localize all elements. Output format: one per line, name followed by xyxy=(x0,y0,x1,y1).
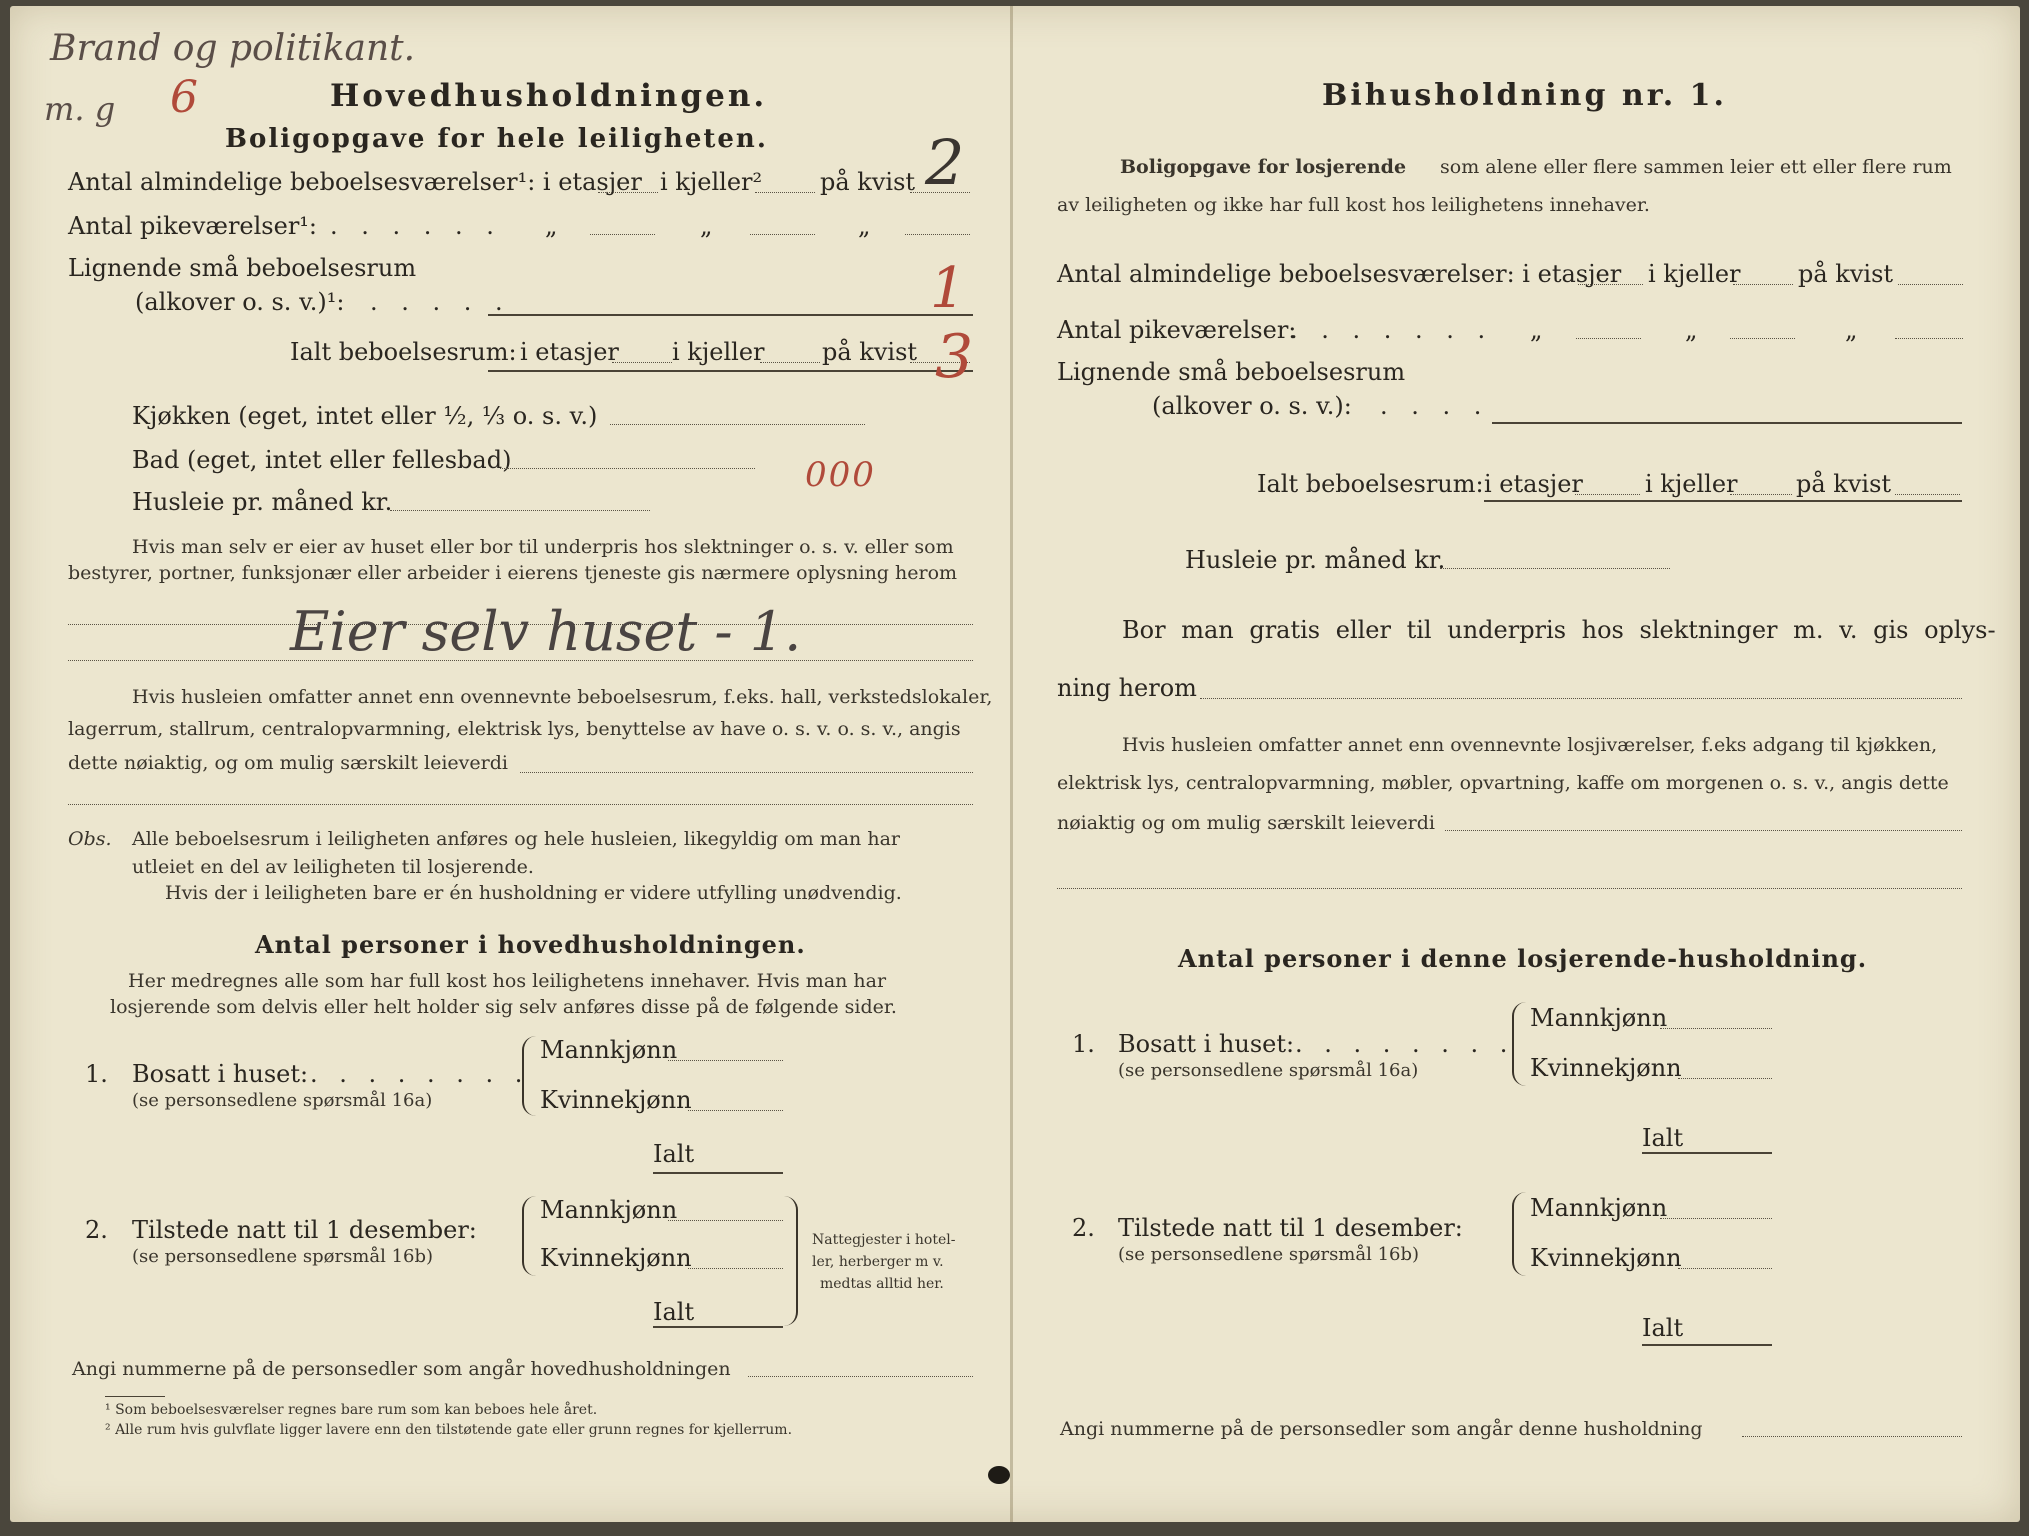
right-row2-quote-3: „ xyxy=(1845,316,1858,344)
row1-kvist: på kvist xyxy=(820,168,916,196)
right-omfatter-3: nøiaktig og om mulig særskilt leieverdi xyxy=(1057,812,1435,834)
left-q2-kvinne: Kvinnekjønn xyxy=(540,1244,692,1272)
right-row1-kvist: på kvist xyxy=(1798,260,1894,288)
right-persons-title: Antal personer i denne losjerende-husholdning. xyxy=(1178,944,1868,973)
left-q2-ialt-line[interactable] xyxy=(653,1326,783,1328)
right-omfatter-line-1[interactable] xyxy=(1445,830,1962,831)
row4-kvist: på kvist xyxy=(822,338,918,366)
right-row2-line-2[interactable] xyxy=(1730,338,1795,339)
left-q1-brace xyxy=(522,1036,538,1116)
obs-text-2: utleiet en del av leiligheten til losjerende. xyxy=(132,856,534,878)
right-q1-mann: Mannkjønn xyxy=(1530,1004,1668,1032)
right-row4-underline xyxy=(1484,500,1962,502)
right-row2-line-1[interactable] xyxy=(1576,338,1641,339)
footnote-rule xyxy=(105,1396,165,1397)
right-row4-kvist: på kvist xyxy=(1796,470,1892,498)
row3-dots: . . . . . xyxy=(370,288,511,316)
right-row4-etasjer-line[interactable] xyxy=(1575,494,1640,495)
left-q2-brace xyxy=(522,1196,538,1276)
bad-line[interactable] xyxy=(500,468,755,469)
right-q2-brace xyxy=(1512,1192,1528,1276)
right-omfatter-1: Hvis husleien omfatter annet enn ovennevnte losjiværelser, f.eks adgang til kjøkken, xyxy=(1122,734,1938,756)
row2-line-1[interactable] xyxy=(590,234,655,235)
right-row2-line-3[interactable] xyxy=(1895,338,1963,339)
row3-label2: (alkover o. s. v.)¹: xyxy=(135,288,345,316)
natt-note-3: medtas alltid her. xyxy=(820,1276,944,1292)
handwritten-alkover-count: 1 xyxy=(930,256,966,321)
left-angi: Angi nummerne på de personsedler som angår hovedhusholdningen xyxy=(72,1358,731,1380)
row1-kjeller-line[interactable] xyxy=(755,192,815,193)
right-gratis-1: Bor man gratis eller til underpris hos slektninger m. v. gis oplys- xyxy=(1122,616,1996,644)
handwritten-kvist-count: 2 xyxy=(925,126,965,199)
handwritten-total-count: 3 xyxy=(935,322,974,392)
left-q2-sub: (se personsedlene spørsmål 16b) xyxy=(132,1246,434,1267)
left-q1-kvinne-line[interactable] xyxy=(688,1110,783,1111)
right-intro-bold: Boligopgave for losjerende xyxy=(1120,156,1407,178)
right-row4-kjeller: i kjeller xyxy=(1645,470,1738,498)
handwritten-note: Brand og politikant. xyxy=(50,28,416,69)
right-q1-num: 1. xyxy=(1072,1030,1095,1058)
omfatter-text-1: Hvis husleien omfatter annet enn ovennevnte beboelsesrum, f.eks. hall, verkstedslokaler, xyxy=(132,686,993,708)
handwritten-rent: 000 xyxy=(805,455,876,495)
row4-etasjer: i etasjer xyxy=(520,338,619,366)
right-intro-2: av leiligheten og ikke har full kost hos leilighetens innehaver. xyxy=(1057,194,1650,216)
left-q1-dots: . . . . . . . . xyxy=(310,1060,530,1088)
left-angi-line[interactable] xyxy=(748,1376,973,1377)
left-q1-sub: (se personsedlene spørsmål 16a) xyxy=(132,1090,433,1111)
row4-kjeller: i kjeller xyxy=(672,338,765,366)
kjokken-label: Kjøkken (eget, intet eller ½, ⅓ o. s. v.) xyxy=(132,402,598,430)
left-q1-num: 1. xyxy=(85,1060,108,1088)
footnote-1: ¹ Som beboelsesværelser regnes bare rum som kan beboes hele året. xyxy=(105,1402,598,1418)
right-q2-kvinne: Kvinnekjønn xyxy=(1530,1244,1682,1272)
right-q1-kvinne: Kvinnekjønn xyxy=(1530,1054,1682,1082)
right-q2-num: 2. xyxy=(1072,1214,1095,1242)
left-q1-label: Bosatt i huset: xyxy=(132,1060,309,1088)
right-omfatter-2: elektrisk lys, centralopvarmning, møbler, opvartning, kaffe om morgenen o. s. v., angis dette xyxy=(1057,772,1949,794)
right-row1-kvist-line[interactable] xyxy=(1898,284,1963,285)
right-q1-label: Bosatt i huset: xyxy=(1118,1030,1295,1058)
right-row4-kjeller-line[interactable] xyxy=(1730,494,1792,495)
left-q1-ialt: Ialt xyxy=(653,1140,695,1168)
omfatter-line-2[interactable] xyxy=(68,804,973,805)
row2-line-3[interactable] xyxy=(905,234,970,235)
row2-label: Antal pikeværelser¹: xyxy=(68,212,317,240)
bad-label: Bad (eget, intet eller fellesbad) xyxy=(132,446,512,474)
right-q1-mann-line[interactable] xyxy=(1660,1028,1772,1029)
left-q1-ialt-line[interactable] xyxy=(653,1172,783,1174)
right-omfatter-line-2[interactable] xyxy=(1057,888,1962,889)
left-q1-mann-line[interactable] xyxy=(668,1060,783,1061)
left-title: Hovedhusholdningen. xyxy=(330,78,768,114)
left-q2-right-brace xyxy=(782,1196,798,1326)
left-q2-mann-line[interactable] xyxy=(668,1220,783,1221)
right-row2-quote-2: „ xyxy=(1685,316,1698,344)
right-row2-dots: . . . . . . . xyxy=(1290,316,1494,344)
right-row3-label1: Lignende små beboelsesrum xyxy=(1057,358,1406,386)
right-gratis-line[interactable] xyxy=(1200,698,1962,699)
left-subtitle: Boligopgave for hele leiligheten. xyxy=(225,124,768,154)
right-q2-ialt-line[interactable] xyxy=(1642,1344,1772,1346)
right-q1-dots: . . . . . . . . xyxy=(1295,1030,1515,1058)
left-q2-ialt: Ialt xyxy=(653,1298,695,1326)
row4-label: Ialt beboelsesrum: xyxy=(290,338,517,366)
obs-label: Obs. xyxy=(68,828,112,850)
row1-kjeller: i kjeller² xyxy=(660,168,763,196)
natt-note-1: Nattegjester i hotel- xyxy=(812,1232,956,1248)
right-husleie: Husleie pr. måned kr. xyxy=(1185,546,1446,574)
row4-etasjer-line[interactable] xyxy=(612,362,672,363)
right-row4-etasjer: i etasjer xyxy=(1484,470,1583,498)
handwritten-number: 6 xyxy=(170,72,198,123)
right-q2-ialt: Ialt xyxy=(1642,1314,1684,1342)
left-persons-text-2: losjerende som delvis eller helt holder sig selv anføres disse på de følgende sider. xyxy=(110,996,897,1018)
right-q1-kvinne-line[interactable] xyxy=(1678,1078,1772,1079)
obs-text-3: Hvis der i leiligheten bare er én husholdning er videre utfylling unødvendig. xyxy=(165,882,902,904)
right-row1-kjeller: i kjeller xyxy=(1648,260,1741,288)
right-row3-label2: (alkover o. s. v.): xyxy=(1152,392,1352,420)
right-angi: Angi nummerne på de personsedler som angår denne husholdning xyxy=(1060,1418,1703,1440)
handwritten-code: m. g xyxy=(44,90,116,128)
right-q2-sub: (se personsedlene spørsmål 16b) xyxy=(1118,1244,1420,1265)
right-row1-kjeller-line[interactable] xyxy=(1733,284,1793,285)
row3-label1: Lignende små beboelsesrum xyxy=(68,254,417,282)
left-persons-text-1: Her medregnes alle som har full kost hos leilighetens innehaver. Hvis man har xyxy=(128,970,887,992)
right-row4-kvist-line[interactable] xyxy=(1895,494,1960,495)
right-row4-label: Ialt beboelsesrum: xyxy=(1257,470,1484,498)
left-q2-kvinne-line[interactable] xyxy=(688,1268,783,1269)
right-row3-underline xyxy=(1492,422,1962,424)
right-q1-ialt: Ialt xyxy=(1642,1124,1684,1152)
eier-text-1: Hvis man selv er eier av huset eller bor til underpris hos slektninger o. s. v. eller som xyxy=(132,536,954,558)
right-intro-1: som alene eller flere sammen leier ett eller flere rum xyxy=(1440,156,1952,178)
row2-dots: . . . . . . xyxy=(330,212,502,240)
row4-underline xyxy=(488,370,973,372)
left-q2-num: 2. xyxy=(85,1216,108,1244)
footnote-2: ² Alle rum hvis gulvflate ligger lavere enn den tilstøtende gate eller grunn regnes for kjellerrum. xyxy=(105,1422,793,1438)
left-q1-kvinne: Kvinnekjønn xyxy=(540,1086,692,1114)
right-row3-dots: . . . . xyxy=(1380,392,1490,420)
center-fold xyxy=(1010,6,1013,1522)
right-row2-label: Antal pikeværelser: xyxy=(1057,316,1297,344)
left-q2-mann: Mannkjønn xyxy=(540,1196,678,1224)
right-q1-ialt-line[interactable] xyxy=(1642,1152,1772,1154)
omfatter-text-3: dette nøiaktig, og om mulig særskilt leieverdi xyxy=(68,752,508,774)
omfatter-text-2: lagerrum, stallrum, centralopvarmning, elektrisk lys, benyttelse av have o. s. v. o. s. v., angis xyxy=(68,718,961,740)
row2-quote-1: „ xyxy=(545,212,558,240)
right-q2-label: Tilstede natt til 1 desember: xyxy=(1118,1214,1463,1242)
row2-quote-3: „ xyxy=(858,212,871,240)
kjokken-line[interactable] xyxy=(610,424,865,425)
right-q2-mann-line[interactable] xyxy=(1660,1218,1772,1219)
row1-etasjer-line[interactable] xyxy=(598,192,658,193)
right-title: Bihusholdning nr. 1. xyxy=(1322,78,1727,113)
omfatter-line-1[interactable] xyxy=(520,772,973,773)
right-gratis-2: ning herom xyxy=(1057,674,1197,702)
right-row1-label: Antal almindelige beboelsesværelser: i etasjer xyxy=(1057,260,1622,288)
right-row1-etasjer-line[interactable] xyxy=(1578,284,1643,285)
right-row2-quote-1: „ xyxy=(1530,316,1543,344)
obs-text-1: Alle beboelsesrum i leiligheten anføres og hele husleien, likegyldig om man har xyxy=(132,828,900,850)
right-angi-line[interactable] xyxy=(1742,1436,1962,1437)
right-q1-brace xyxy=(1512,1002,1528,1086)
row1-label: Antal almindelige beboelsesværelser¹: i etasjer xyxy=(68,168,642,196)
left-q2-label: Tilstede natt til 1 desember: xyxy=(132,1216,477,1244)
husleie-label: Husleie pr. måned kr. xyxy=(132,488,393,516)
right-q1-sub: (se personsedlene spørsmål 16a) xyxy=(1118,1060,1419,1081)
natt-note-2: ler, herberger m v. xyxy=(812,1254,944,1270)
row2-line-2[interactable] xyxy=(750,234,815,235)
binding-hole xyxy=(988,1466,1010,1484)
row2-quote-2: „ xyxy=(700,212,713,240)
left-q1-mann: Mannkjønn xyxy=(540,1036,678,1064)
husleie-line[interactable] xyxy=(390,510,650,511)
right-q2-kvinne-line[interactable] xyxy=(1678,1268,1772,1269)
eier-text-2: bestyrer, portner, funksjonær eller arbeider i eierens tjeneste gis nærmere oplysning herom xyxy=(68,562,958,584)
row4-kjeller-line[interactable] xyxy=(760,362,820,363)
left-persons-title: Antal personer i hovedhusholdningen. xyxy=(255,930,806,959)
right-q2-mann: Mannkjønn xyxy=(1530,1194,1668,1222)
row3-underline xyxy=(488,314,973,316)
right-husleie-line[interactable] xyxy=(1440,568,1670,569)
handwritten-owner-note: Eier selv huset - 1. xyxy=(290,600,802,663)
